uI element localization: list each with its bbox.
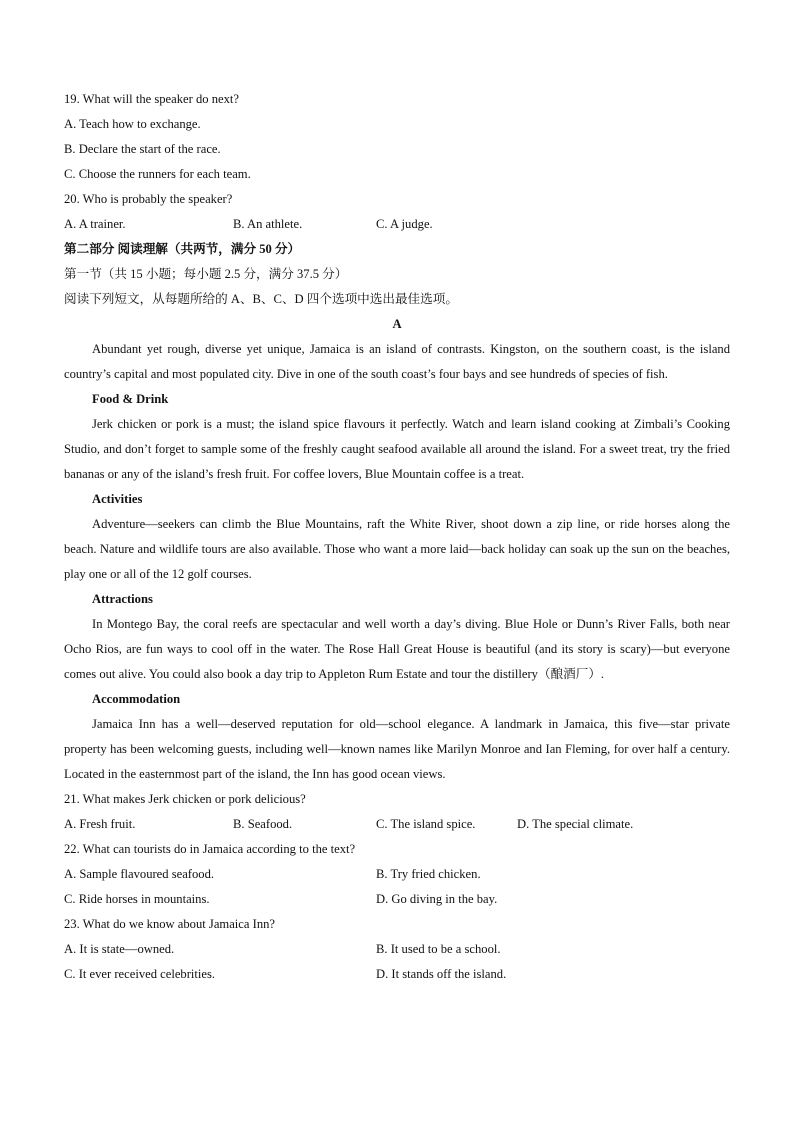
- q19-option-c: C. Choose the runners for each team.: [64, 167, 251, 181]
- question-22: 22. What can tourists do in Jamaica according to the text?: [64, 842, 356, 856]
- q21-option-d: D. The special climate.: [517, 817, 634, 831]
- question-19: 19. What will the speaker do next?: [64, 92, 239, 106]
- paragraph-food-drink: Jerk chicken or pork is a must; the island spice flavours it perfectly. Watch and learn island cooking at Zimbali’s Cooking Studio, and don’t forget to sample some of the freshly caught seafood available all around the island. For a sweet treat, try the fried bananas or any of the island’s fresh fruit. For coffee lovers, Blue Mountain coffee is a treat.: [64, 417, 730, 481]
- paragraph-accommodation: Jamaica Inn has a well—deserved reputation for old—school elegance. A landmark in Jamaica, this five—star private property has been welcoming guests, including well—known names like Marilyn Monroe and Ian Fleming, for over half a century. Located in the easternmost part of the island, the Inn has good ocean views.: [64, 717, 730, 781]
- q20-option-b: B. An athlete.: [233, 217, 303, 231]
- part-title: 第二部分 阅读理解（共两节，满分 50 分）: [64, 242, 301, 256]
- q19-option-a: A. Teach how to exchange.: [64, 117, 201, 131]
- section-title: 第一节（共 15 小题；每小题 2.5 分，满分 37.5 分）: [64, 267, 348, 281]
- q22-options-row2: [64, 887, 730, 912]
- passage-label: A: [392, 317, 402, 331]
- q20-options: [64, 212, 730, 237]
- q23-option-a: A. It is state—owned.: [64, 942, 175, 956]
- q22-option-b: B. Try fried chicken.: [376, 867, 481, 881]
- q21-option-a: A. Fresh fruit.: [64, 817, 136, 831]
- heading-activities: Activities: [92, 492, 143, 506]
- heading-attractions: Attractions: [92, 592, 153, 606]
- q23-options-row2: [64, 962, 730, 987]
- q23-option-b: B. It used to be a school.: [376, 942, 501, 956]
- exam-page: [64, 87, 730, 987]
- question-21: 21. What makes Jerk chicken or pork delicious?: [64, 792, 306, 806]
- instruction: 阅读下列短文，从每题所给的 A、B、C、D 四个选项中选出最佳选项。: [64, 292, 458, 306]
- question-23: 23. What do we know about Jamaica Inn?: [64, 917, 276, 931]
- q20-option-a: A. A trainer.: [64, 217, 126, 231]
- question-20: 20. Who is probably the speaker?: [64, 192, 233, 206]
- paragraph-activities: Adventure—seekers can climb the Blue Mountains, raft the White River, shoot down a zip line, or ride horses along the beach. Nature and wildlife tours are also available. Those who want a more laid—back holiday can soak up the sun on the beaches, play one or all of the 12 golf courses.: [64, 517, 730, 581]
- q20-option-c: C. A judge.: [376, 217, 433, 231]
- q22-options-row1: [64, 862, 730, 887]
- q22-option-c: C. Ride horses in mountains.: [64, 892, 210, 906]
- q21-option-c: C. The island spice.: [376, 817, 476, 831]
- q21-option-b: B. Seafood.: [233, 817, 293, 831]
- paragraph-attractions: In Montego Bay, the coral reefs are spectacular and well worth a day’s diving. Blue Hole or Dunn’s River Falls, both near Ocho Rios, are fun ways to cool off in the water. The Rose Hall Great House is beautiful (and its story is scary)—but everyone comes out alive. You could also book a day trip to Appleton Rum Estate and tour the distillery（酿酒厂）.: [64, 617, 730, 681]
- q23-options-row1: [64, 937, 730, 962]
- heading-food-drink: Food & Drink: [92, 392, 169, 406]
- q21-options: [64, 812, 730, 837]
- q22-option-a: A. Sample flavoured seafood.: [64, 867, 215, 881]
- passage-intro: Abundant yet rough, diverse yet unique, Jamaica is an island of contrasts. Kingston, on the southern coast, is the island country’s capital and most populated city. Dive in one of the south coast’s four bays and see hundreds of species of fish.: [64, 342, 730, 381]
- q22-option-d: D. Go diving in the bay.: [376, 892, 498, 906]
- heading-accommodation: Accommodation: [92, 692, 181, 706]
- q23-option-c: C. It ever received celebrities.: [64, 967, 216, 981]
- q23-option-d: D. It stands off the island.: [376, 967, 507, 981]
- q19-option-b: B. Declare the start of the race.: [64, 142, 221, 156]
